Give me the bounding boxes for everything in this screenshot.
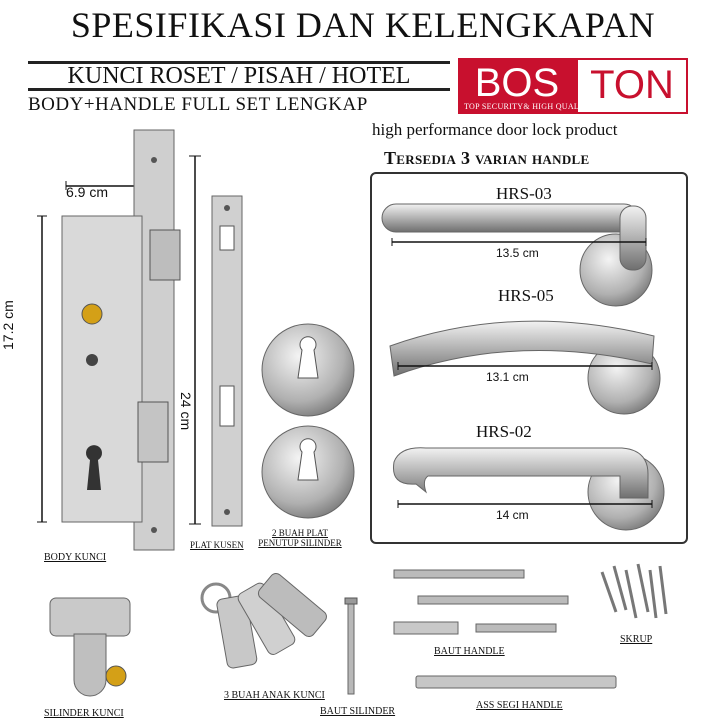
brand-logo: [458, 58, 688, 114]
brand-part1: BOS: [458, 58, 576, 114]
caption-plat-penutup: 2 BUAH PLAT PENUTUP SILINDER: [258, 528, 342, 548]
ass-segi-image: [414, 672, 618, 692]
variant-heading: Tersedia 3 varian handle: [384, 148, 590, 168]
dimension-line-plate: [188, 154, 202, 526]
anak-kunci-image: [196, 580, 328, 680]
caption-anak-kunci: 3 BUAH ANAK KUNCI: [224, 690, 325, 701]
caption-baut-handle: BAUT HANDLE: [434, 646, 505, 657]
subtitle-secondary: BODY+HANDLE FULL SET LENGKAP: [28, 94, 368, 115]
dimension-label-plate: 24 cm: [178, 392, 194, 431]
silinder-image: [46, 588, 136, 698]
skrup-image: [596, 562, 676, 632]
brand-part2: TON: [576, 58, 688, 114]
baut-handle-image: [390, 566, 574, 646]
dimension-label-height: 17.2 cm: [0, 300, 16, 350]
handle-hrs02-image: [386, 440, 686, 540]
variant-model-hrs05: HRS-05: [498, 286, 554, 305]
baut-silinder-image: [344, 598, 358, 698]
caption-skrup: SKRUP: [620, 634, 653, 645]
dimension-line-height: [36, 214, 48, 524]
dimension-label-hrs03: 13.5 cm: [496, 246, 539, 260]
variant-model-hrs02: HRS-02: [476, 422, 532, 441]
variant-model-hrs03: HRS-03: [496, 184, 552, 203]
page-title: SPESIFIKASI DAN KELENGKAPAN: [70, 5, 656, 45]
subtitle: KUNCI ROSET / PISAH / HOTEL: [67, 63, 411, 89]
dimension-label-hrs02: 14 cm: [496, 508, 529, 522]
caption-baut-silinder: BAUT SILINDER: [320, 706, 396, 717]
body-kunci-image: [50, 130, 180, 550]
dimension-label-width: 6.9 cm: [66, 184, 109, 200]
caption-silinder: SILINDER KUNCI: [44, 708, 124, 719]
caption-body-kunci: BODY KUNCI: [44, 552, 107, 563]
brand-tagline-small: TOP SECURITY& HIGH QUALITY: [464, 102, 594, 111]
caption-plat-kusen: PLAT KUSEN: [190, 540, 244, 550]
handle-hrs05-image: [384, 306, 684, 416]
caption-ass-segi: ASS SEGI HANDLE: [476, 700, 563, 711]
plat-kusen-image: [208, 196, 250, 526]
brand-tagline: high performance door lock product: [372, 120, 618, 139]
plat-penutup-image: [258, 322, 358, 522]
dimension-label-hrs05: 13.1 cm: [486, 370, 529, 384]
